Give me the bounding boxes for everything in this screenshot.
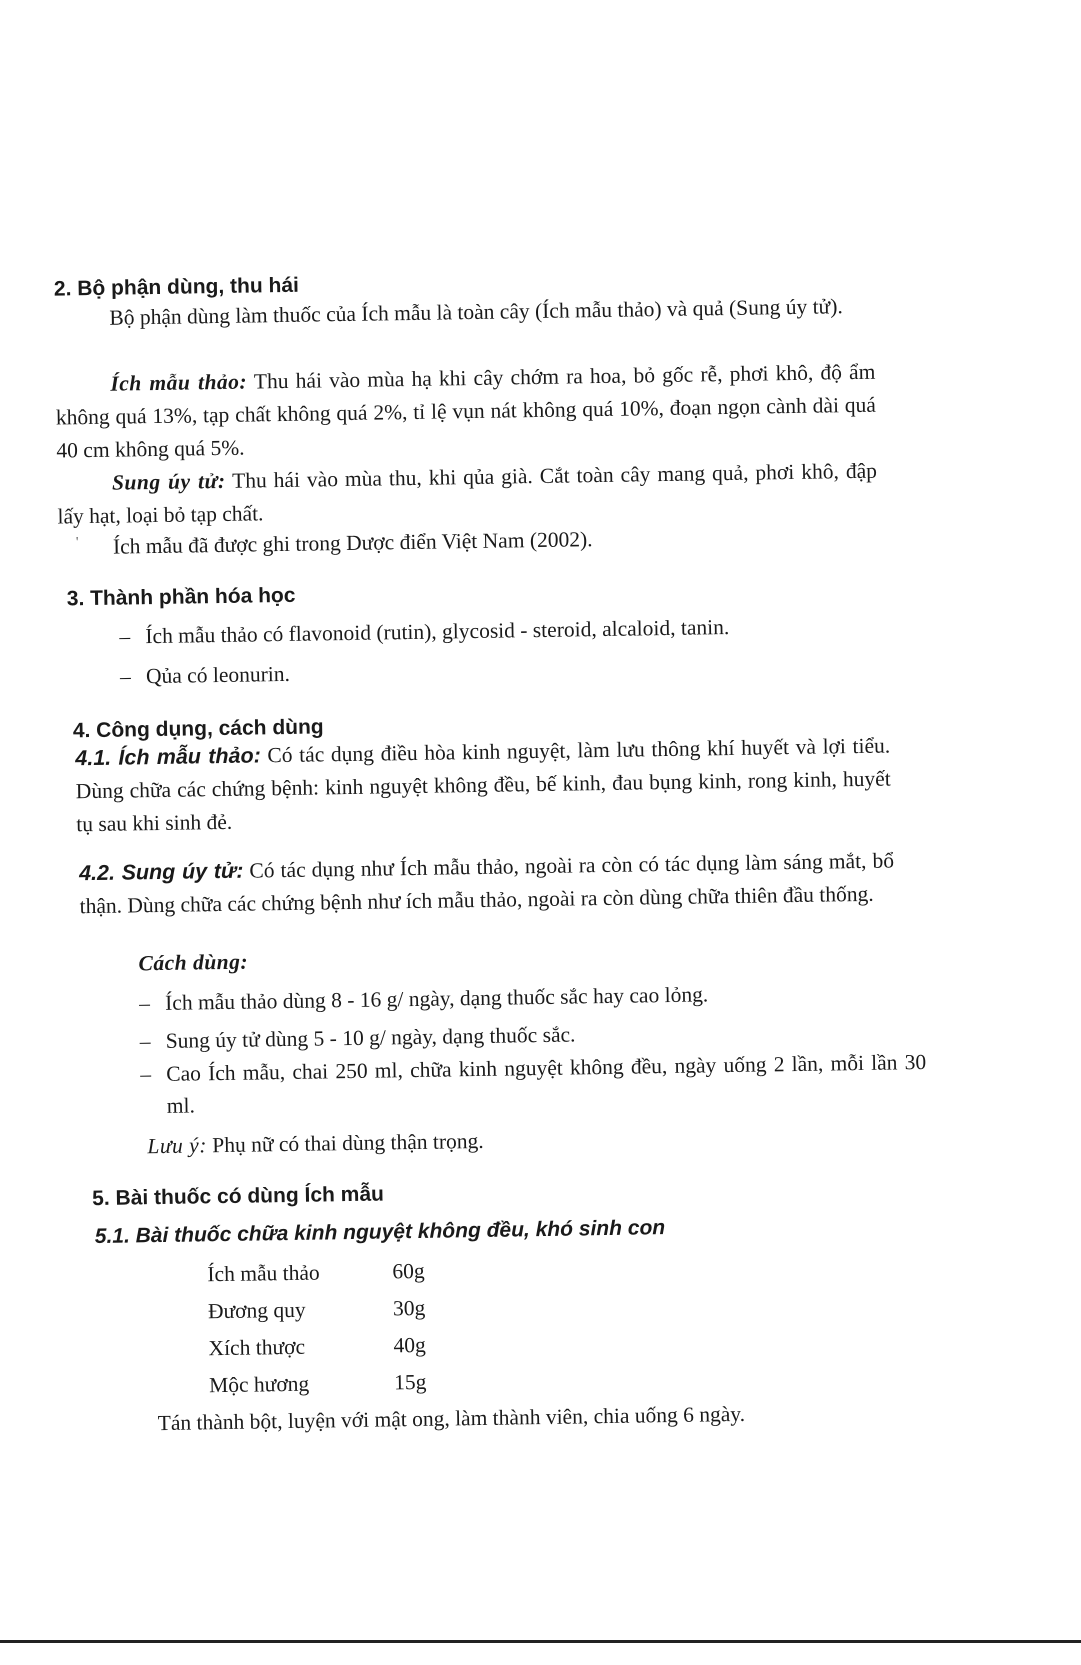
s2-paragraph-3 [57,455,878,534]
s4-1-text: Có tác dụng điều hòa kinh nguyệt, làm lưu thông khí huyết và lợi tiểu. Dùng chữa các chứng bệnh: kinh nguyệt không đều, bế kinh, đau bụng kinh, rong kinh, huyết tụ sau khi sinh đẻ. [75,733,891,837]
ingredient-amount: 30g [392,1295,426,1321]
s3-item-2-text: Qủa có leonurin. [145,661,291,689]
s2-p2-label: Ích mẫu thảo: [110,369,248,396]
list-item: – Ích mẫu thảo dùng 8 - 16 g/ ngày, dạng thuốc sắc hay cao lỏng. [138,982,709,1016]
ingredient-name: Mộc hương [208,1371,310,1398]
ingredient-row [207,1259,425,1287]
s2-paragraph-2 [55,356,876,468]
list-item: – Cao Ích mẫu, chai 250 ml, chữa kinh nguyệt không đều, ngày uống 2 lần, mỗi lần 30 ml. [140,1049,927,1118]
ingredient-amount: 15g [393,1369,427,1395]
list-item: – Qủa có leonurin. [119,661,291,689]
recipe-instruction: Tán thành bột, luyện với mật ong, làm thành viên, chia uống 6 ngày. [157,1401,746,1436]
note-label: Lưu ý: [147,1133,208,1159]
note-text: Phụ nữ có thai dùng thận trọng. [206,1128,484,1158]
section-2-heading: 2. Bộ phận dùng, thu hái [53,273,300,301]
section-5-heading: 5. Bài thuốc có dùng Ích mẫu [92,1182,385,1211]
ingredient-row [208,1333,426,1361]
list-item: – Sung úy tử dùng 5 - 10 g/ ngày, dạng thuốc sắc. [139,1022,576,1054]
note [147,1129,484,1159]
scan-bottom-edge [0,1640,1081,1643]
s3-item-1-text: Ích mẫu thảo có flavonoid (rutin), glycosid - steroid, alcaloid, tanin. [145,615,730,649]
list-item: – Ích mẫu thảo có flavonoid (rutin), glycosid - steroid, alcaloid, tanin. [119,615,730,649]
ingredient-row [208,1296,426,1324]
ingredient-name: Đương quy [207,1297,306,1324]
s2-p2-text: Thu hái vào mùa hạ khi cây chớm ra hoa, bỏ gốc rễ, phơi khô, độ ẩm không quá 13%, tạp chất không quá 2%, tỉ lệ vụn nát không quá 10%, đoạn ngọn cành dài quá 40 cm không quá 5%. [55,359,877,463]
section-5-1-heading: 5.1. Bài thuốc chữa kinh nguyệt không đều, khó sinh con [94,1216,666,1249]
s4-2-label: 4.2. Sung úy tử: [78,858,244,886]
s2-p3-label: Sung úy tử: [111,468,226,495]
s4-1-label: 4.1. Ích mẫu thảo: [75,743,261,771]
ingredient-amount: 40g [393,1332,426,1358]
s4-2-text: Có tác dụng như Ích mẫu thảo, ngoài ra còn có tác dụng làm sáng mắt, bổ thận. Dùng chữa các chứng bệnh như ích mẫu thảo, ngoài ra còn dùng chữa thiên đầu thống. [79,848,895,919]
s4-2-paragraph [79,844,895,923]
section-3-heading: 3. Thành phần hóa học [66,583,296,611]
section-4-heading: 4. Công dụng, cách dùng [72,715,324,743]
ingredient-row [209,1370,427,1398]
s2-p3-text: Thu hái vào mùa thu, khi qủa già. Cắt toàn cây mang quả, phơi khô, đập lấy hạt, loại bỏ tạp chất. [57,458,878,529]
ingredient-name: Xích thược [208,1334,306,1361]
usage-item-1-text: Ích mẫu thảo dùng 8 - 16 g/ ngày, dạng thuốc sắc hay cao lỏng. [164,982,709,1015]
s4-1-paragraph [75,729,891,841]
ingredient-name: Ích mẫu thảo [207,1260,320,1287]
scan-speck: ' [75,535,79,551]
ingredient-amount: 60g [392,1258,425,1284]
s2-p1-text: Bộ phận dùng làm thuốc của Ích mẫu là toàn cây (Ích mẫu thảo) và quả (Sung úy tử). [109,294,843,330]
usage-item-2-text: Sung úy tử dùng 5 - 10 g/ ngày, dạng thuốc sắc. [165,1022,576,1053]
s2-paragraph-4: Ích mẫu đã được ghi trong Dược điển Việt Nam (2002). [112,527,593,559]
usage-item-3-text: Cao Ích mẫu, chai 250 ml, chữa kinh nguyệt không đều, ngày uống 2 lần, mỗi lần 30 ml. [166,1049,927,1118]
usage-heading: Cách dùng: [138,949,249,976]
